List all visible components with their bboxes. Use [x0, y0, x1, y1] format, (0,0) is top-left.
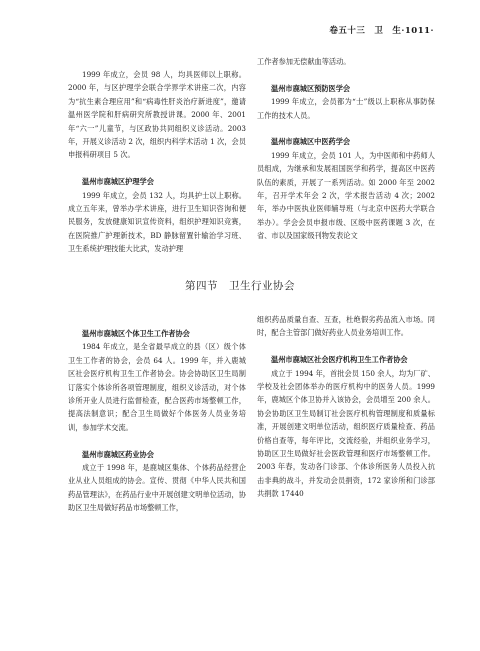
paragraph: 1999 年成立，会员 98 人，均具医师以上职称。2000 年，与区护理学会联合学界学术讲座二次，内容为“抗生素合理应用”和“病毒性肝炎治疗新进度”，邀请温州医学院和肝病研究所教授讲课。2000 年、2001 年“六一”儿童节，与区政协共同组织义诊活动。2003 年，开展义诊活动 2 次，组织内科学术活动 1 次，会员申报科研项目 5 次。 [68, 70, 246, 160]
top-left-column [68, 68, 246, 256]
subsection-heading: 温州市鹿城区个体卫生工作者协会 [82, 329, 190, 338]
bottom-right-column [257, 313, 435, 501]
subsection-heading: 温州市鹿城区预防医学会 [271, 83, 351, 93]
paragraph: 成立于 1998 年，是鹿城区集体、个体药品经营企业从业人员组成的协会。宣传、贯彻《中华人民共和国药品管理法》，在药品行业中开展创建文明单位活动，协助区卫生局做好药品市场整顿工作， [68, 463, 246, 513]
subsection-heading: 温州市鹿城区护理学会 [82, 177, 154, 187]
paragraph: 组织药品质量自查、互查，杜绝假劣药品流入市场。同时，配合主管部门做好药业人员业务培训工作。 [257, 315, 435, 338]
paragraph: 1999 年成立，会员 132 人，均具护士以上职称。成立五年来，曾举办学术讲座，进行卫生知识咨询和便民服务，发放健康知识宣传资料，组织护理知识竞赛，在医院推广护理新技术，BD 静脉留置针输治学习班、卫生系统护理技能大比武，发动护理 [68, 190, 246, 254]
subsection-heading: 温州市鹿城区药业协会 [82, 449, 154, 459]
paragraph: 工作者参加无偿献血等活动。 [257, 57, 351, 66]
paragraph: 成立于 1994 年，首批会员 150 余人，均为厂矿、学校及社会团体举办的医疗机构中的医务人员。1999 年，鹿城区个体卫协并入该协会，会员增至 200 余人。协会协助区卫生局制订社会医疗机构管理制度和质量标准，开展创建文明单位活动，组织医疗质量检查、药品价格自查等，每年评比，交流经验，并组织业务学习，协助区卫生局做好社会医政管理和医疗市场整顿工作。2003 年春，发动各门诊部、个体诊所医务人员投入抗击非典的战斗，并发动会员捐资，172 家诊所和门诊部共捐款 17440 [257, 368, 435, 499]
subsection-heading: 温州市鹿城区社会医疗机构卫生工作者协会 [271, 355, 408, 365]
section-title: 第四节 卫生行业协会 [185, 280, 295, 292]
paragraph: 1984 年成立，是全省最早成立的县（区）级个体卫生工作者的协会，会员 64 人。1999 年，并入鹿城区社会医疗机构卫生工作者协会。协会协助区卫生局制订落实个体诊所各项管理制度，组织义诊活动，对个体诊所开业人员进行监督检查，配合医药市场整顿工作，提高法制意识；配合卫生局做好个体医务人员业务培训，参加学术交流。 [68, 342, 246, 432]
paragraph: 1999 年成立，会员 101 人，为中医师和中药师人员组成，为继承和发展祖国医学和药学，提高区中医药队伍的素质，开展了一系列活动。如 2000 年至 2002 年，召开学术年会 2 次，学术报告活动 4 次；2002 年，举办中医执业医师辅导班（与北京中医药大学联合举办）。学会会员申报市级、区级中医药课题 3 次，在省、市以及国家级刊物发表论文 [257, 150, 435, 241]
running-header: 卷五十三 卫 生·1011· [329, 26, 434, 36]
bottom-left-column [68, 327, 246, 515]
subsection-heading: 温州市鹿城区中医药学会 [271, 137, 351, 147]
top-right-column [257, 55, 435, 243]
paragraph: 1999 年成立，会员都为“士”级以上职称从事防保工作的技术人员。 [257, 97, 435, 120]
